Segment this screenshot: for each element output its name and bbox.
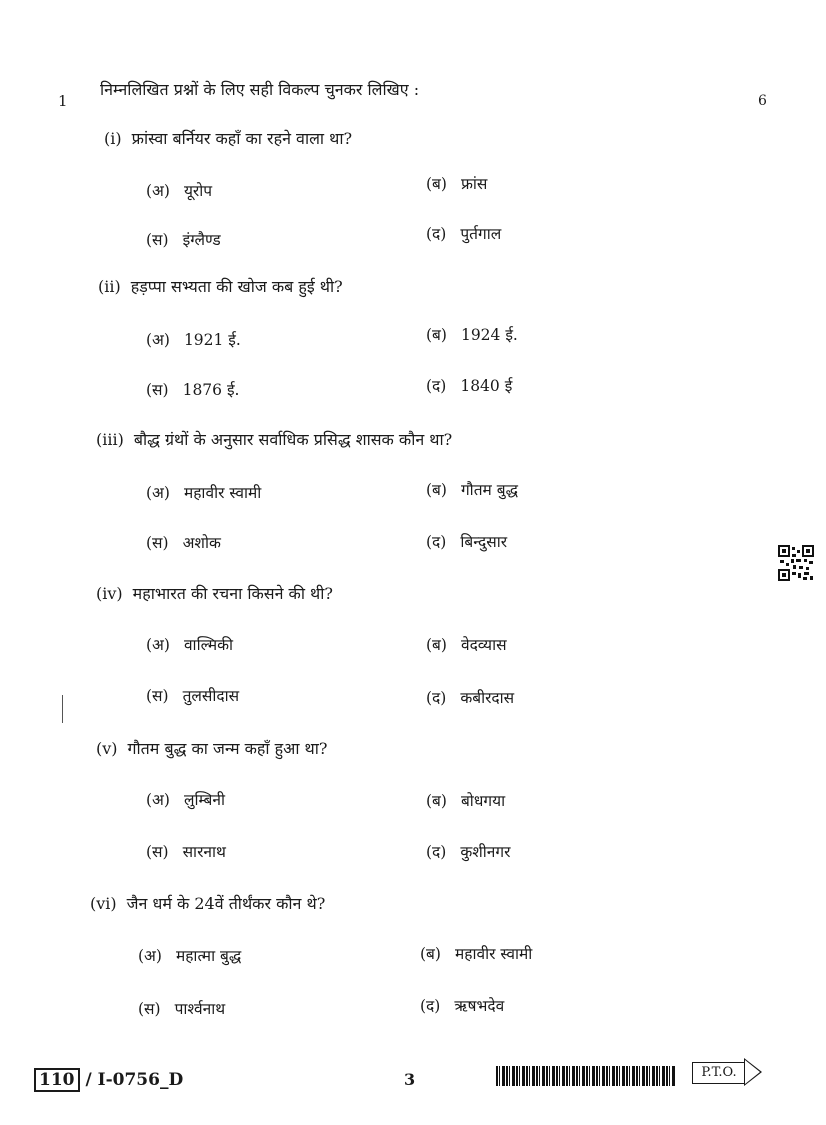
page-number: 3 (404, 1070, 416, 1089)
question-1 (104, 127, 352, 149)
question-3-option-c: (स) अशोक (146, 534, 221, 552)
question-6-option-a: (अ) महात्मा बुद्ध (138, 947, 242, 965)
pto-arrow (692, 1058, 764, 1086)
question-4-option-c: (स) तुलसीदास (146, 687, 240, 705)
question-4-option-b: (ब) वेदव्यास (426, 636, 507, 654)
question-1-text: फ्रांस्वा बर्नियर कहाँ का रहने वाला था? (131, 129, 353, 148)
question-1-number: (i) (104, 129, 122, 148)
question-3 (96, 428, 452, 450)
pto-label: P.T.O. (692, 1062, 746, 1084)
question-2-number: (ii) (98, 277, 121, 296)
question-3-option-a: (अ) महावीर स्वामी (146, 484, 262, 502)
question-1-option-d: (द) पुर्तगाल (426, 225, 502, 243)
question-3-option-d: (द) बिन्दुसार (426, 533, 508, 551)
question-4-text: महाभारत की रचना किसने की थी? (132, 584, 334, 603)
question-6-option-b: (ब) महावीर स्वामी (420, 945, 533, 963)
question-2 (98, 275, 343, 297)
question-2-option-c: (स) 1876 ई. (146, 381, 240, 399)
question-5-option-a: (अ) लुम्बिनी (146, 791, 225, 809)
question-2-text: हड़प्पा सभ्यता की खोज कब हुई थी? (130, 277, 343, 296)
question-5 (96, 737, 328, 759)
question-4-number: (iv) (96, 584, 123, 603)
question-6-option-c: (स) पार्श्वनाथ (138, 1000, 226, 1018)
question-5-option-c: (स) सारनाथ (146, 843, 226, 861)
question-6 (90, 892, 325, 914)
margin-line (62, 695, 63, 723)
question-3-option-b: (ब) गौतम बुद्ध (426, 481, 518, 499)
question-5-text: गौतम बुद्ध का जन्म कहाँ हुआ था? (127, 739, 328, 758)
question-5-option-d: (द) कुशीनगर (426, 843, 511, 861)
question-1-option-b: (ब) फ्रांस (426, 175, 488, 193)
question-6-text: जैन धर्म के 24वें तीर्थंकर कौन थे? (126, 894, 326, 913)
instruction-text: निम्नलिखित प्रश्नों के लिए सही विकल्प चुनकर लिखिए : (100, 80, 420, 99)
question-4-option-d: (द) कबीरदास (426, 689, 515, 707)
barcode-icon (496, 1066, 676, 1086)
question-3-text: बौद्ध ग्रंथों के अनुसार सर्वाधिक प्रसिद्ध शासक कौन था? (133, 430, 453, 449)
marks: 6 (758, 93, 767, 109)
paper-code-block (34, 1068, 183, 1092)
qr-code-icon (778, 545, 814, 581)
question-4 (96, 582, 333, 604)
question-5-option-b: (ब) बोधगया (426, 792, 506, 810)
question-4-option-a: (अ) वाल्मिकी (146, 636, 234, 654)
question-6-number: (vi) (90, 894, 117, 913)
question-2-option-b: (ब) 1924 ई. (426, 326, 518, 344)
question-2-option-a: (अ) 1921 ई. (146, 331, 241, 349)
question-5-number: (v) (96, 739, 118, 758)
paper-number: 110 (34, 1068, 80, 1092)
question-2-option-d: (द) 1840 ई (426, 377, 513, 395)
question-3-number: (iii) (96, 430, 124, 449)
question-1-option-c: (स) इंग्लैण्ड (146, 231, 221, 249)
question-number: 1 (58, 92, 68, 110)
question-6-option-d: (द) ऋषभदेव (420, 997, 505, 1015)
question-1-option-a: (अ) यूरोप (146, 182, 213, 200)
paper-code: / I-0756_D (85, 1070, 184, 1090)
